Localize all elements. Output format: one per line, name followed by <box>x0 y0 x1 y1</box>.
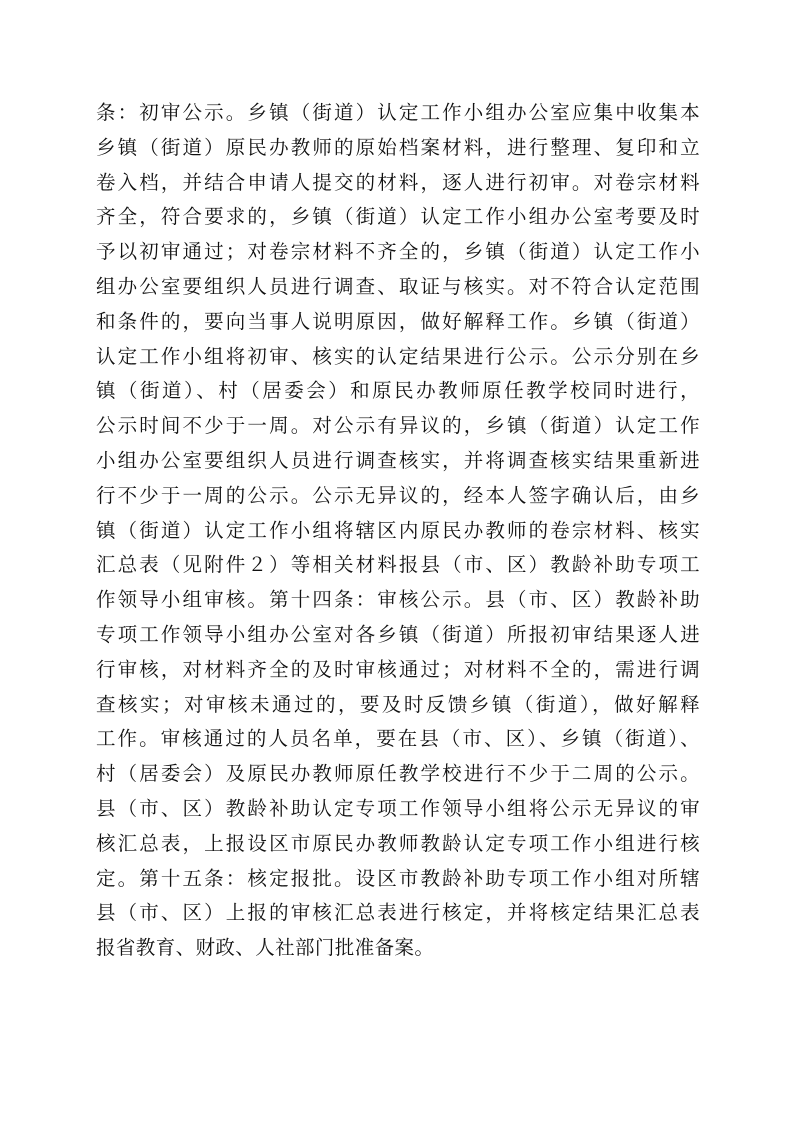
text-line: 组办公室要组织人员进行调查、取证与核实。对不符合认定范围 <box>96 274 700 298</box>
text-line: 作领导小组审核。第十四条：审核公示。县（市、区）教龄补助 <box>96 588 700 612</box>
text-line: 行审核，对材料齐全的及时审核通过；对材料不全的，需进行调 <box>96 657 700 681</box>
text-line: 查核实；对审核未通过的，要及时反馈乡镇（街道），做好解释 <box>96 692 700 716</box>
text-line: 小组办公室要组织人员进行调查核实，并将调查核实结果重新进 <box>96 448 700 472</box>
text-line: 公示时间不少于一周。对公示有异议的，乡镇（街道）认定工作 <box>96 414 700 438</box>
text-line: 予以初审通过；对卷宗材料不齐全的，乡镇（街道）认定工作小 <box>96 240 700 264</box>
text-line: 镇（街道）认定工作小组将辖区内原民办教师的卷宗材料、核实 <box>96 518 700 542</box>
text-line: 条：初审公示。乡镇（街道）认定工作小组办公室应集中收集本 <box>96 101 700 124</box>
text-line: 齐全，符合要求的，乡镇（街道）认定工作小组办公室考要及时 <box>96 205 700 229</box>
text-line: 乡镇（街道）原民办教师的原始档案材料，进行整理、复印和立 <box>96 135 700 159</box>
text-line: 和条件的，要向当事人说明原因，做好解释工作。乡镇（街道） <box>96 309 700 333</box>
text-line: 认定工作小组将初审、核实的认定结果进行公示。公示分别在乡 <box>96 344 700 368</box>
text-line: 报省教育、财政、人社部门批准备案。 <box>96 936 435 960</box>
text-line: 专项工作领导小组办公室对各乡镇（街道）所报初审结果逐人进 <box>96 622 700 646</box>
text-line: 核汇总表，上报设区市原民办教师教龄认定专项工作小组进行核 <box>96 831 700 855</box>
text-line: 镇（街道）、村（居委会）和原民办教师原任教学校同时进行， <box>96 379 700 403</box>
text-line: 工作。审核通过的人员名单，要在县（市、区）、乡镇（街道）、 <box>96 727 700 751</box>
text-line: 汇总表（见附件２）等相关材料报县（市、区）教龄补助专项工 <box>96 553 700 577</box>
text-line: 县（市、区）上报的审核汇总表进行核定，并将核定结果汇总表 <box>96 901 700 925</box>
text-line: 村（居委会）及原民办教师原任教学校进行不少于二周的公示。 <box>96 762 700 786</box>
document-body <box>96 96 700 966</box>
text-line: 行不少于一周的公示。公示无异议的，经本人签字确认后，由乡 <box>96 483 700 507</box>
text-line: 定。第十五条：核定报批。设区市教龄补助专项工作小组对所辖 <box>96 866 700 890</box>
text-line: 卷入档，并结合申请人提交的材料，逐人进行初审。对卷宗材料 <box>96 170 700 194</box>
text-line: 县（市、区）教龄补助认定专项工作领导小组将公示无异议的审 <box>96 796 700 820</box>
